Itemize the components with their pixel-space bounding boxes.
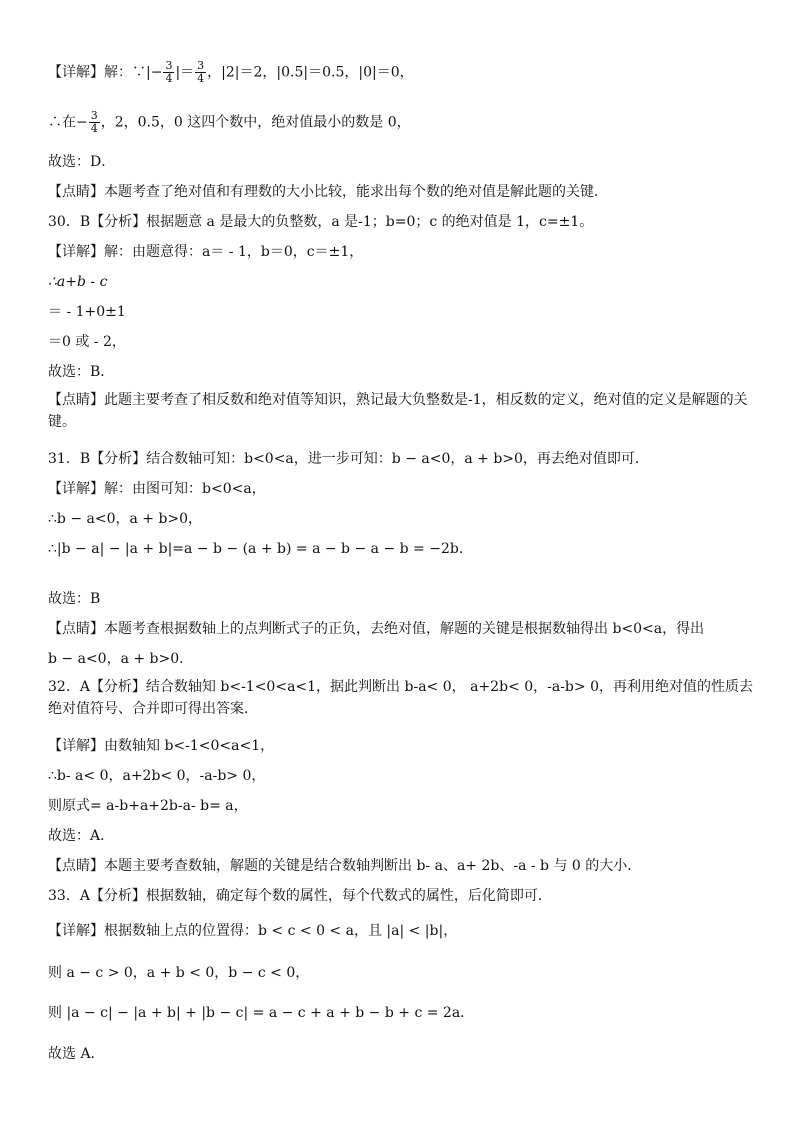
fraction-numerator: 3 — [197, 59, 205, 72]
step-line-31-b: ∴|b − a| − |a + b|=a − b − (a + b) = a − b − a − b = −2b． — [48, 541, 473, 557]
answer-line-30: 故选：B． — [48, 364, 115, 380]
fraction-denominator: 4 — [165, 72, 173, 85]
detail-line-31: 【详解】解：由图可知：b<0<a， — [48, 481, 266, 497]
text-segment: |＝ — [175, 64, 195, 81]
detail-line-32: 【详解】由数轴知 b<-1<0<a<1， — [48, 738, 275, 754]
comment-line-31: 【点睛】本题考查根据数轴上的点判断式子的正负，去绝对值，解题的关键是根据数轴得出 b<0<a，得出 — [48, 621, 705, 637]
step-line-32-a: ∴b- a< 0，a+2b< 0，-a-b> 0， — [48, 768, 266, 784]
analysis-line-31: 31．B【分析】结合数轴可知：b<0<a，进一步可知：b − a<0，a + b>0，再去绝对值即可． — [48, 451, 649, 467]
answer-line-32: 故选：A． — [48, 828, 115, 844]
solution-line-29-detail — [48, 60, 760, 85]
solution-line-29-conclusion — [48, 110, 760, 135]
step-line-30-c: ＝0 或 - 2， — [48, 334, 126, 350]
fraction-denominator: 4 — [90, 122, 98, 135]
text-segment: ，2，0.5，0 这四个数中，绝对值最小的数是 0， — [100, 114, 411, 131]
analysis-line-30: 30．B【分析】根据题意 a 是最大的负整数，a 是-1；b=0；c 的绝对值是 1，c=±1。 — [48, 214, 594, 230]
step-line-33-a: 则 a − c > 0，a + b < 0，b − c < 0， — [48, 965, 310, 981]
step-line-33-b: 则 |a − c| − |a + b| + |b − c| = a − c + a + b − b + c = 2a． — [48, 1005, 475, 1021]
text-segment: 【详解】解：∵|− — [48, 64, 163, 81]
fraction-numerator: 3 — [90, 109, 98, 122]
text-segment: ∴在− — [48, 114, 88, 131]
fraction-3-4 — [89, 110, 100, 135]
text-segment: ，|2|＝2，|0.5|＝0.5，|0|＝0， — [207, 64, 414, 81]
answer-line-31: 故选：B — [48, 591, 101, 607]
step-line-31-a: ∴b − a<0，a + b>0， — [48, 511, 203, 527]
comment-line-31-cont: b − a<0，a + b>0． — [48, 651, 194, 667]
analysis-line-33: 33．A【分析】根据数轴，确定每个数的属性，每个代数式的属性，后化简即可． — [48, 888, 552, 904]
analysis-line-32: 32．A【分析】结合数轴知 b<-1<0<a<1，据此判断出 b-a< 0， a+2b< 0，-a-b> 0，再利用绝对值的性质去绝对值符号、合并即可得出答案． — [48, 679, 753, 717]
fraction-3-4 — [163, 60, 174, 85]
answer-line-33: 故选 A． — [48, 1046, 105, 1062]
step-line-32-b: 则原式= a-b+a+2b-a- b= a， — [48, 798, 248, 814]
comment-line-29: 【点睛】本题考查了绝对值和有理数的大小比较，能求出每个数的绝对值是解此题的关键． — [48, 184, 608, 200]
comment-line-30: 【点睛】此题主要考查了相反数和绝对值等知识，熟记最大负整数是-1，相反数的定义，绝对值的定义是解题的关键。 — [48, 392, 748, 430]
fraction-denominator: 4 — [197, 72, 205, 85]
step-line-30-b: ＝ - 1+0±1 — [48, 304, 126, 320]
fraction-numerator: 3 — [165, 59, 173, 72]
comment-line-32: 【点睛】本题主要考查数轴，解题的关键是结合数轴判断出 b- a、a+ 2b、-a - b 与 0 的大小． — [48, 858, 642, 874]
answer-line-29: 故选：D． — [48, 154, 116, 170]
step-line-30-a: ∴a+b - c — [48, 274, 108, 290]
fraction-3-4 — [195, 60, 206, 85]
detail-line-33: 【详解】根据数轴上点的位置得：b < c < 0 < a，且 |a| < |b|， — [48, 923, 458, 939]
detail-line-30: 【详解】解：由题意得：a＝ - 1，b＝0，c＝±1， — [48, 244, 364, 260]
